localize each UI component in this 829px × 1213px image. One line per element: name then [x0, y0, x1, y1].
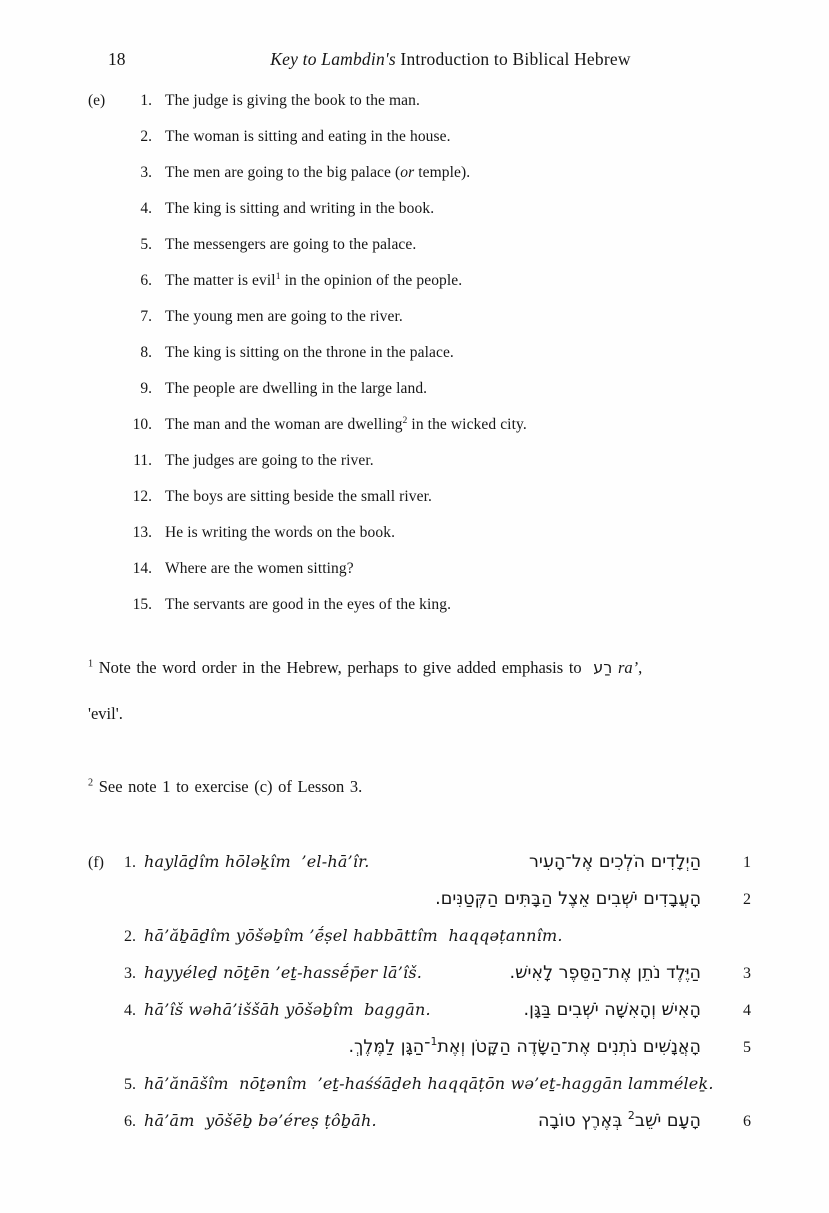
list-item: [88, 162, 751, 184]
section-label: [88, 558, 122, 580]
page-title: [150, 48, 751, 70]
list-item: [88, 594, 751, 616]
section-label: [88, 486, 122, 508]
row-number: 6: [743, 1113, 751, 1130]
translit-number: 6.: [124, 1113, 136, 1130]
footnote-text: Note the word order in the Hebrew, perhaps to give added emphasis to: [93, 658, 588, 677]
list-item: [88, 558, 751, 580]
item-number: 15.: [132, 596, 152, 613]
item-text: [152, 162, 751, 184]
section-label: [88, 450, 122, 472]
exercise-e-section: [88, 90, 751, 616]
section-label: (f): [88, 854, 104, 871]
list-item: [88, 342, 751, 364]
section-label: [88, 126, 122, 148]
exercise-row: [88, 1070, 751, 1099]
translit-text: hā’ănāšîm nōṯənîm ’eṯ-haśśāḏeh haqqāṭōn wə’eṯ-haggān lamméleḵ.: [144, 1074, 714, 1093]
item-number: 10.: [132, 416, 152, 433]
translit-number: 3.: [124, 965, 136, 982]
title-regular-part: Introduction to Biblical Hebrew: [395, 49, 631, 69]
item-number: 8.: [140, 344, 152, 361]
exercise-row: [88, 996, 751, 1025]
item-number: 2.: [140, 128, 152, 145]
item-text: The people are dwelling in the large land.: [165, 380, 428, 397]
footnote-1-continuation: 'evil'.: [88, 704, 123, 723]
page-header: [88, 48, 751, 70]
row-number: 4: [743, 1002, 751, 1019]
item-text: The messengers are going to the palace.: [165, 236, 417, 253]
item-number: 3.: [140, 164, 152, 181]
section-label: [88, 198, 122, 220]
exercise-row: [88, 848, 751, 877]
item-text: The woman is sitting and eating in the house.: [165, 128, 451, 145]
list-item: [88, 234, 751, 256]
footnote-marker: 2: [88, 777, 94, 789]
transliteration: ra’: [612, 658, 639, 677]
item-number: 1.: [140, 92, 152, 109]
section-label: [88, 342, 122, 364]
section-label: [88, 522, 122, 544]
section-label: [88, 414, 122, 436]
translit-text: hā’îš wəhā’iššāh yōšəḇîm baggān.: [144, 1000, 431, 1019]
translit-text: haylāḏîm hōləḵîm ’el-hā’îr.: [144, 852, 370, 871]
footnote-text: See note 1 to exercise (c) of Lesson 3.: [93, 777, 363, 796]
list-item: [88, 90, 751, 112]
section-label: (e): [88, 92, 106, 109]
hebrew-text: הָעֲבָדִים יֹשְׁבִים אֵצֶל הַבָּתִּים הַקְּטַנִּים.: [435, 889, 701, 909]
list-item: [88, 306, 751, 328]
exercise-row: [88, 1033, 751, 1062]
item-text-part: The matter is evil: [165, 272, 276, 289]
list-item: [88, 378, 751, 400]
exercise-row: [88, 1107, 751, 1136]
item-text: The king is sitting on the throne in the palace.: [165, 344, 454, 361]
item-number: 5.: [140, 236, 152, 253]
list-item: [88, 450, 751, 472]
item-number: 14.: [132, 560, 152, 577]
title-italic-part: Key to Lambdin's: [270, 49, 396, 69]
row-number: 3: [743, 965, 751, 982]
hebrew-text-part: בְּאֶרֶץ טוֹבָה: [537, 1111, 628, 1131]
item-text-part: The men are going to the big palace (: [165, 164, 401, 181]
hebrew-text-part: הָאֲנָשִׁים נֹתְנִים אֶת־הַשָּׂדֶה הַקָּטֹן וְאֶת: [437, 1037, 701, 1057]
item-text-part: The man and the woman are dwelling: [165, 416, 403, 433]
item-text: The judges are going to the river.: [165, 452, 374, 469]
exercise-f-section: [88, 848, 751, 1136]
list-item: [88, 198, 751, 220]
section-label: [88, 594, 122, 616]
item-text-part: in the opinion of the people.: [280, 272, 463, 289]
translit-text: hā’ăḇāḏîm yōšəḇîm ’ḗṣel habbāttîm haqqəṭannîm.: [144, 926, 563, 945]
footnote-2: [88, 776, 751, 798]
item-text: He is writing the words on the book.: [165, 524, 396, 541]
item-text: The young men are going to the river.: [165, 308, 403, 325]
hebrew-text: הַיֶּלֶד נֹתֵן אֶת־הַסֵּפֶר לָאִישׁ.: [509, 963, 701, 983]
item-number: 6.: [140, 272, 152, 289]
exercise-row: [88, 885, 751, 914]
translit-number: 4.: [124, 1002, 136, 1019]
item-text-part: in the wicked city.: [407, 416, 527, 433]
footnote-text: ,: [638, 658, 643, 677]
footnote-ref: 1: [275, 270, 281, 282]
section-label: [88, 306, 122, 328]
row-number: 1: [743, 854, 751, 871]
footnote-ref: 1: [430, 1035, 438, 1049]
item-number: 11.: [133, 452, 152, 469]
translit-number: 5.: [124, 1076, 136, 1093]
translit-number: 2.: [124, 928, 136, 945]
hebrew-text: הַיְלָדִים הֹלְכִים אֶל־הָעִיר: [529, 852, 701, 872]
exercise-row: [88, 922, 751, 951]
list-item: [88, 486, 751, 508]
item-number: 12.: [132, 488, 152, 505]
list-item: [88, 270, 751, 292]
row-number: 5: [743, 1039, 751, 1056]
translit-text: hā’ām yōšēḇ bə’éreṣ ṭôḇāh.: [144, 1111, 377, 1130]
footnote-ref: 2: [402, 414, 408, 426]
item-text-italic: or: [400, 164, 415, 181]
hebrew-text-part: הָעָם יֹשֵׁב: [634, 1111, 701, 1131]
section-label: [88, 270, 122, 292]
item-text: The judge is giving the book to the man.: [165, 92, 420, 109]
hebrew-text-part: ־הַגָּן לַמֶּלֶךְ.: [348, 1037, 431, 1057]
hebrew-text: הָאִישׁ וְהָאִשָּׁה יֹשְׁבִים בַּגָּן.: [523, 1000, 701, 1020]
hebrew-word: רַע: [593, 658, 613, 677]
page-number: 18: [108, 49, 126, 69]
list-item: [88, 126, 751, 148]
item-number: 7.: [140, 308, 152, 325]
section-label: [88, 162, 122, 184]
item-text: The servants are good in the eyes of the king.: [165, 596, 452, 613]
row-number: 2: [743, 891, 751, 908]
item-number: 13.: [132, 524, 152, 541]
item-text: [152, 414, 751, 436]
item-text: Where are the women sitting?: [165, 560, 354, 577]
hebrew-text: [348, 1033, 701, 1061]
footnote-marker: 1: [88, 658, 94, 670]
item-text: The king is sitting and writing in the book.: [165, 200, 435, 217]
list-item: [88, 414, 751, 436]
item-number: 4.: [140, 200, 152, 217]
translit-number: 1.: [124, 854, 136, 871]
item-number: 9.: [140, 380, 152, 397]
section-label: [88, 234, 122, 256]
item-text: The boys are sitting beside the small river.: [165, 488, 432, 505]
hebrew-text: [538, 1107, 701, 1135]
section-label: [88, 378, 122, 400]
list-item: [88, 522, 751, 544]
exercise-row: [88, 959, 751, 988]
item-text-part: temple).: [414, 164, 471, 181]
footnote-1: [88, 657, 751, 679]
item-text: [152, 270, 751, 292]
translit-text: hayyéleḏ nōṯēn ’eṯ-hassḗp̄er lā’îš.: [144, 963, 423, 982]
footnote-ref: 2: [627, 1109, 635, 1123]
